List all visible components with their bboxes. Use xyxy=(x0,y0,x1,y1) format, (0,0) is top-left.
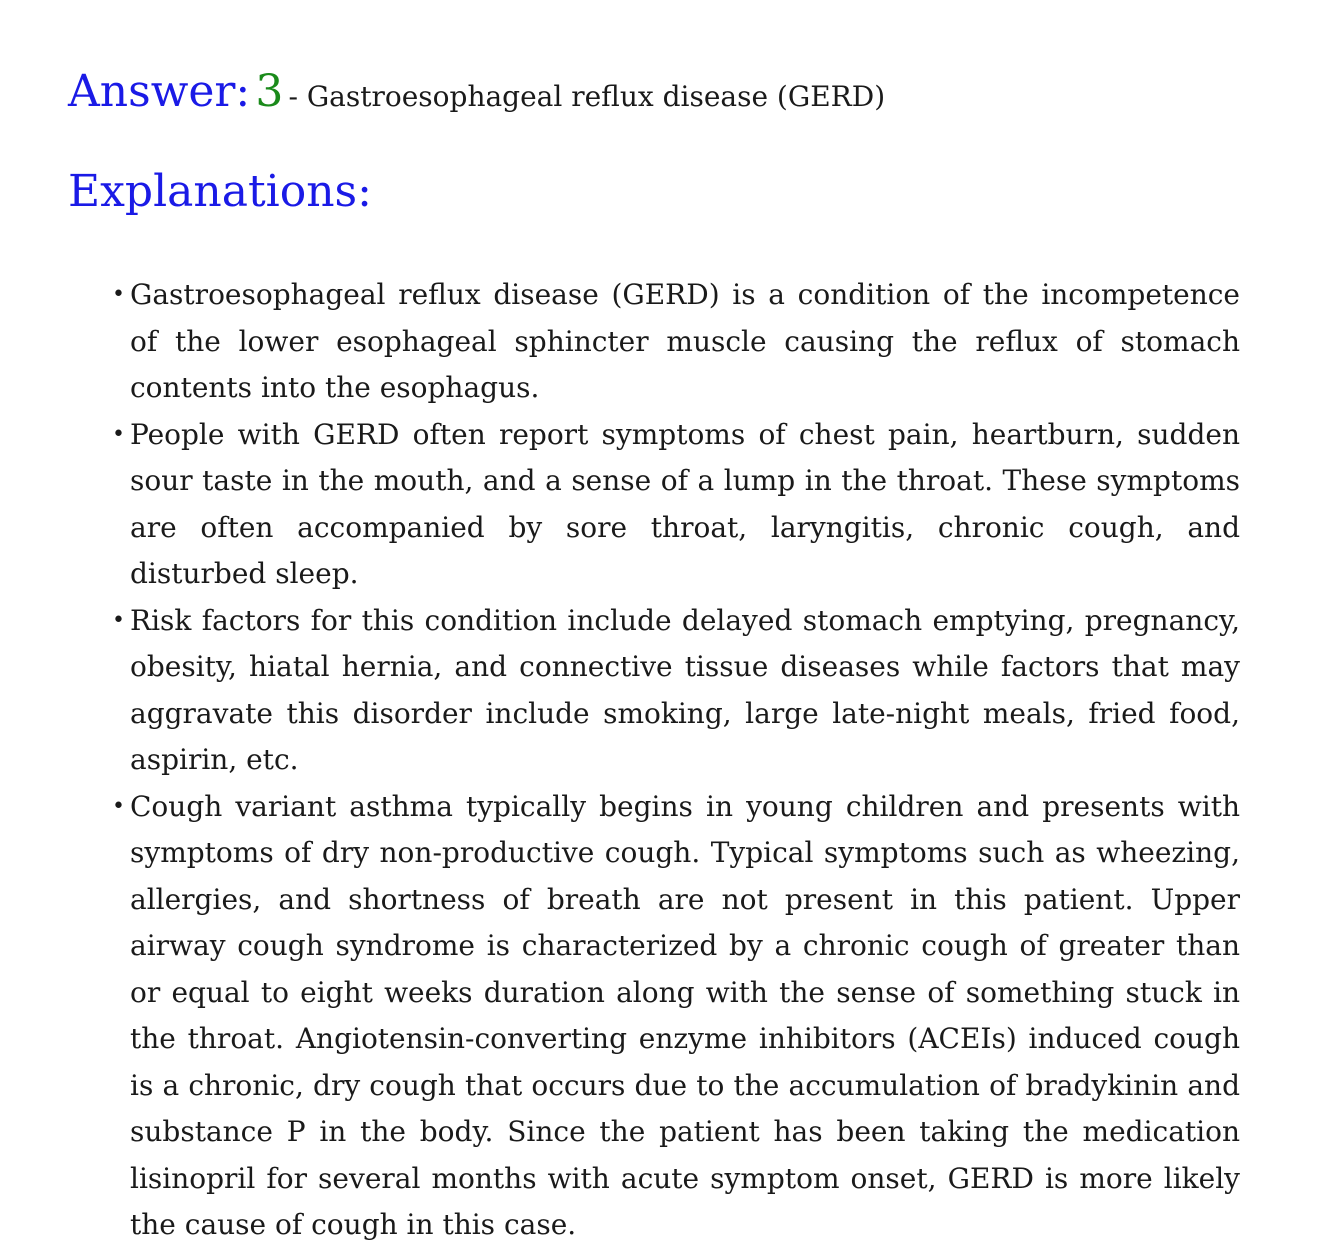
bullet-icon: • xyxy=(112,793,125,819)
explanations-title: Explanations: xyxy=(68,166,372,217)
list-item xyxy=(112,272,1240,412)
bullet-text: Gastroesophageal reflux disease (GERD) is a condition of the incompetence of the lower esophageal sphincter muscle causing the reflux of stomach contents into the esophagus. xyxy=(130,278,1240,404)
bullet-text: Risk factors for this condition include delayed stomach emptying, pregnancy, obesity, hiatal hernia, and connective tissue diseases while factors that may aggravate this disorder include smoking, large late-night meals, fried food, aspirin, etc. xyxy=(130,603,1240,776)
list-item xyxy=(112,784,1240,1249)
answer-line xyxy=(68,66,885,117)
list-item xyxy=(112,598,1240,784)
bullet-text: People with GERD often report symptoms of chest pain, heartburn, sudden sour taste in the mouth, and a sense of a lump in the throat. These symptoms are often accompanied by sore throat, laryngitis, chronic cough, and disturbed sleep. xyxy=(130,417,1240,590)
answer-number: 3 xyxy=(255,66,284,117)
answer-text: - Gastroesophageal reflux disease (GERD) xyxy=(288,80,886,113)
bullet-icon: • xyxy=(112,607,125,633)
explanations-list xyxy=(112,272,1240,1249)
answer-label: Answer: xyxy=(68,66,251,117)
list-item xyxy=(112,412,1240,598)
bullet-icon: • xyxy=(112,282,125,307)
bullet-text: Cough variant asthma typically begins in young children and presents with symptoms of dry non-productive cough. Typical symptoms such as wheezing, allergies, and shortness of breath are not present in this patient. Upper airway cough syndrome is characterized by a chronic cough of greater than or equal to eight weeks duration along with the sense of something stuck in the throat. Angiotensin-converting enzyme inhibitors (ACEIs) induced cough is a chronic, dry cough that occurs due to the accumulation of bradykinin and substance P in the body. Since the patient has been taking the medication lisinopril for several months with acute symptom onset, GERD is more likely the cause of cough in this case. xyxy=(130,789,1240,1241)
bullet-icon: • xyxy=(112,421,125,447)
